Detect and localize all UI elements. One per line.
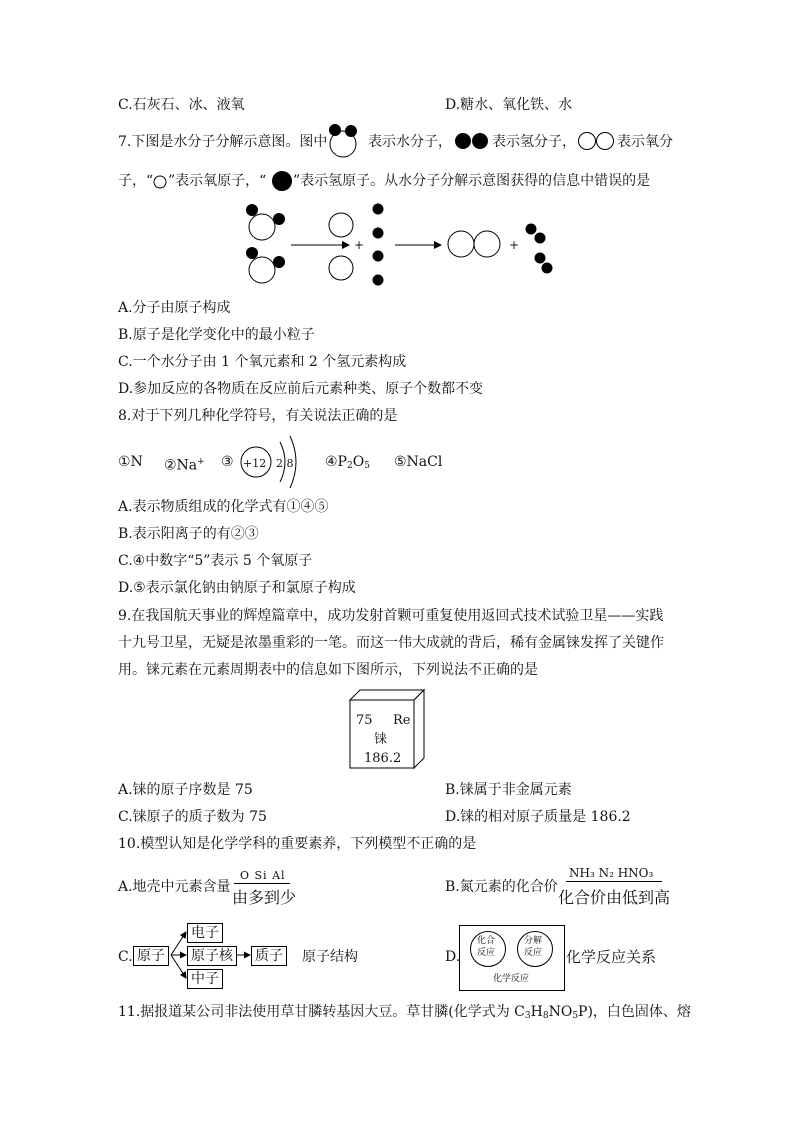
q10-d-outer-label: 化学反应 — [493, 974, 530, 984]
q10-c-nucleus-box: 原子核 — [187, 946, 237, 966]
q8-option-d: D.⑤表示氯化钠由钠原子和氯原子构成 — [118, 580, 356, 596]
q9-stem-line-1: 9.在我国航天事业的辉煌篇章中，成功发射首颗可重复使用返回式技术试验卫星——实践 — [118, 608, 664, 624]
hydrogen-molecule-icon — [454, 131, 492, 151]
q8-option-b: B.表示阳离子的有②③ — [118, 526, 259, 542]
element-mass: 186.2 — [364, 751, 402, 766]
q7-stem-part3: 表示氢分子， — [492, 134, 576, 150]
q7-stem-part4: 表示氧分 — [617, 134, 673, 150]
q7-option-d: D.参加反应的各物质在反应前后元素种类、原子个数都不变 — [118, 381, 484, 397]
plus-sign-1: + — [354, 238, 365, 252]
q8-symbol-2: ②Na+ — [164, 457, 205, 474]
water-molecule-icon — [326, 122, 368, 160]
q10-stem: 10.模型认知是化学学科的重要素养，下列模型不正确的是 — [118, 836, 477, 852]
q10-d-decomposition-2: 反应 — [524, 948, 543, 958]
q9-stem-line-3: 用。铼元素在元素周期表中的信息如下图所示，下列说法不正确的是 — [118, 662, 538, 678]
oxygen-molecule-icon — [577, 131, 617, 151]
q7-stem-line2-a: 子，“ — [118, 173, 154, 189]
q6-option-c: C.石灰石、冰、液氧 — [118, 97, 245, 113]
q10-c-label: C. — [118, 949, 133, 965]
q8-option-c: C.④中数字“5”表示 5 个氧原子 — [118, 553, 313, 569]
q6-option-d: D.糖水、氧化铁、水 — [445, 97, 573, 113]
q10-a-axis-line — [234, 883, 290, 884]
q10-a-caption: 由多到少 — [232, 888, 297, 907]
q10-c-neutron-box: 中子 — [187, 969, 223, 989]
element-number: 75 — [356, 713, 373, 728]
q10-b-caption: 化合价由低到高 — [558, 888, 671, 907]
q10-a-elements: O Si Al — [240, 869, 286, 882]
q9-option-b: B.铼属于非金属元素 — [445, 782, 572, 798]
q7-stem-part2: 表示水分子， — [368, 134, 452, 150]
q7-option-b: B.原子是化学变化中的最小粒子 — [118, 327, 315, 343]
q10-a-label: A.地壳中元素含量 — [118, 879, 231, 895]
q8-stem: 8.对于下列几种化学符号，有关说法正确的是 — [118, 408, 398, 424]
q7-option-a: A.分子由原子构成 — [118, 300, 231, 316]
q10-c-electron-box: 电子 — [187, 923, 223, 943]
q10-d-combination-2: 反应 — [477, 948, 496, 958]
element-name: 铼 — [374, 732, 388, 747]
oxygen-atom-icon — [152, 174, 168, 190]
q8-symbol-1: ①N — [118, 454, 143, 470]
q10-d-caption: 化学反应关系 — [566, 948, 657, 966]
q9-stem-line-2: 十九号卫星，无疑是浓墨重彩的一笔。而这一伟大成就的背后，稀有金属铼发挥了关键作 — [118, 635, 664, 651]
q10-d-label: D. — [445, 949, 461, 965]
q7-stem-line2-c: ”表示氢原子。从水分子分解示意图获得的信息中错误的是 — [293, 173, 651, 189]
q8-nucleus-charge: +12 — [243, 457, 267, 470]
q8-symbol-5: ⑤NaCl — [394, 454, 443, 470]
q8-symbol-4: $④P_2O_5$ — [325, 454, 370, 471]
q10-c-atom-box: 原子 — [133, 946, 169, 966]
q11-stem: 11.据报道某公司非法使用草甘膦转基因大豆。草甘膦(化学式为 $C_3H_8NO_5P$)，白色固体、熔 — [118, 1004, 691, 1021]
q8-symbol-3-label: ③ — [221, 454, 234, 470]
q10-b-axis-line — [566, 881, 662, 882]
q9-option-c: C.铼原子的质子数为 75 — [118, 809, 267, 825]
q10-c-caption: 原子结构 — [302, 949, 358, 965]
q8-electron-shells: 2 8 — [276, 457, 294, 470]
q7-option-c: C.一个水分子由 1 个氧元素和 2 个氢元素构成 — [118, 354, 407, 370]
q9-option-d: D.铼的相对原子质量是 186.2 — [445, 809, 631, 825]
q10-d-decomposition-1: 分解 — [524, 936, 543, 946]
q10-d-combination-1: 化合 — [477, 936, 496, 946]
q9-option-a: A.铼的原子序数是 75 — [118, 782, 253, 798]
q7-stem-part1: 7.下图是水分子分解示意图。图中 — [118, 134, 328, 150]
q10-c-proton-box: 质子 — [251, 946, 287, 966]
q10-b-compounds: NH₃ N₂ HNO₃ — [569, 866, 654, 880]
element-symbol: Re — [393, 713, 411, 728]
q7-stem-line2-b: ”表示氧原子，“ — [168, 173, 267, 189]
plus-sign-2: + — [509, 238, 520, 252]
hydrogen-atom-icon — [270, 169, 294, 193]
q10-b-label: B.氮元素的化合价 — [445, 879, 558, 895]
q8-option-a: A.表示物质组成的化学式有①④⑤ — [118, 499, 329, 515]
